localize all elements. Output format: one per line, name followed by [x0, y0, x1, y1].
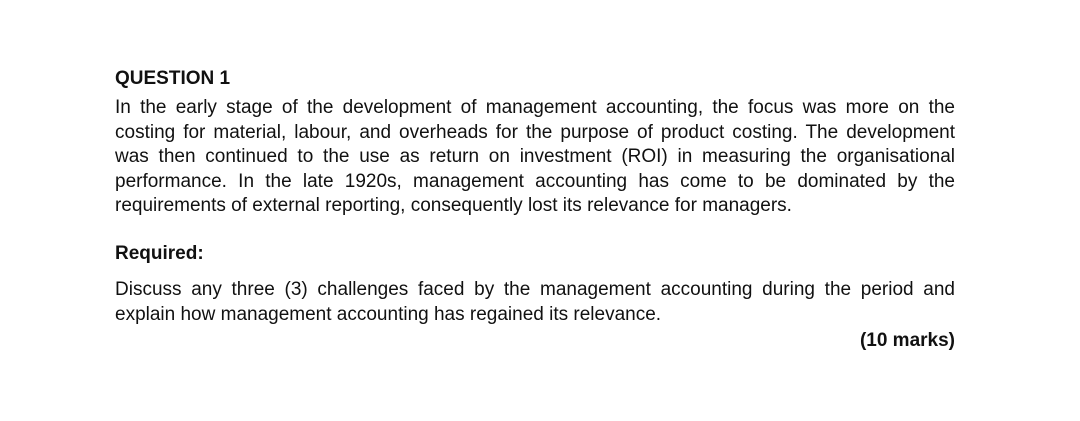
question-document: [115, 66, 955, 353]
required-label: Required:: [115, 242, 204, 264]
question-task: Discuss any three (3) challenges faced by the management accounting during the period and explain how management accounting has regained its relevance.: [115, 278, 955, 325]
question-paragraph: In the early stage of the development of management accounting, the focus was more on the costing for material, labour, and overheads for the purpose of product costing. The development was then continued to the use as return on investment (ROI) in measuring the organisational performance. In the late 1920s, management accounting has come to be dominated by the requirements of external reporting, consequently lost its relevance for managers.: [115, 97, 955, 217]
marks-label: (10 marks): [859, 330, 955, 352]
question-heading: QUESTION 1: [115, 68, 231, 89]
